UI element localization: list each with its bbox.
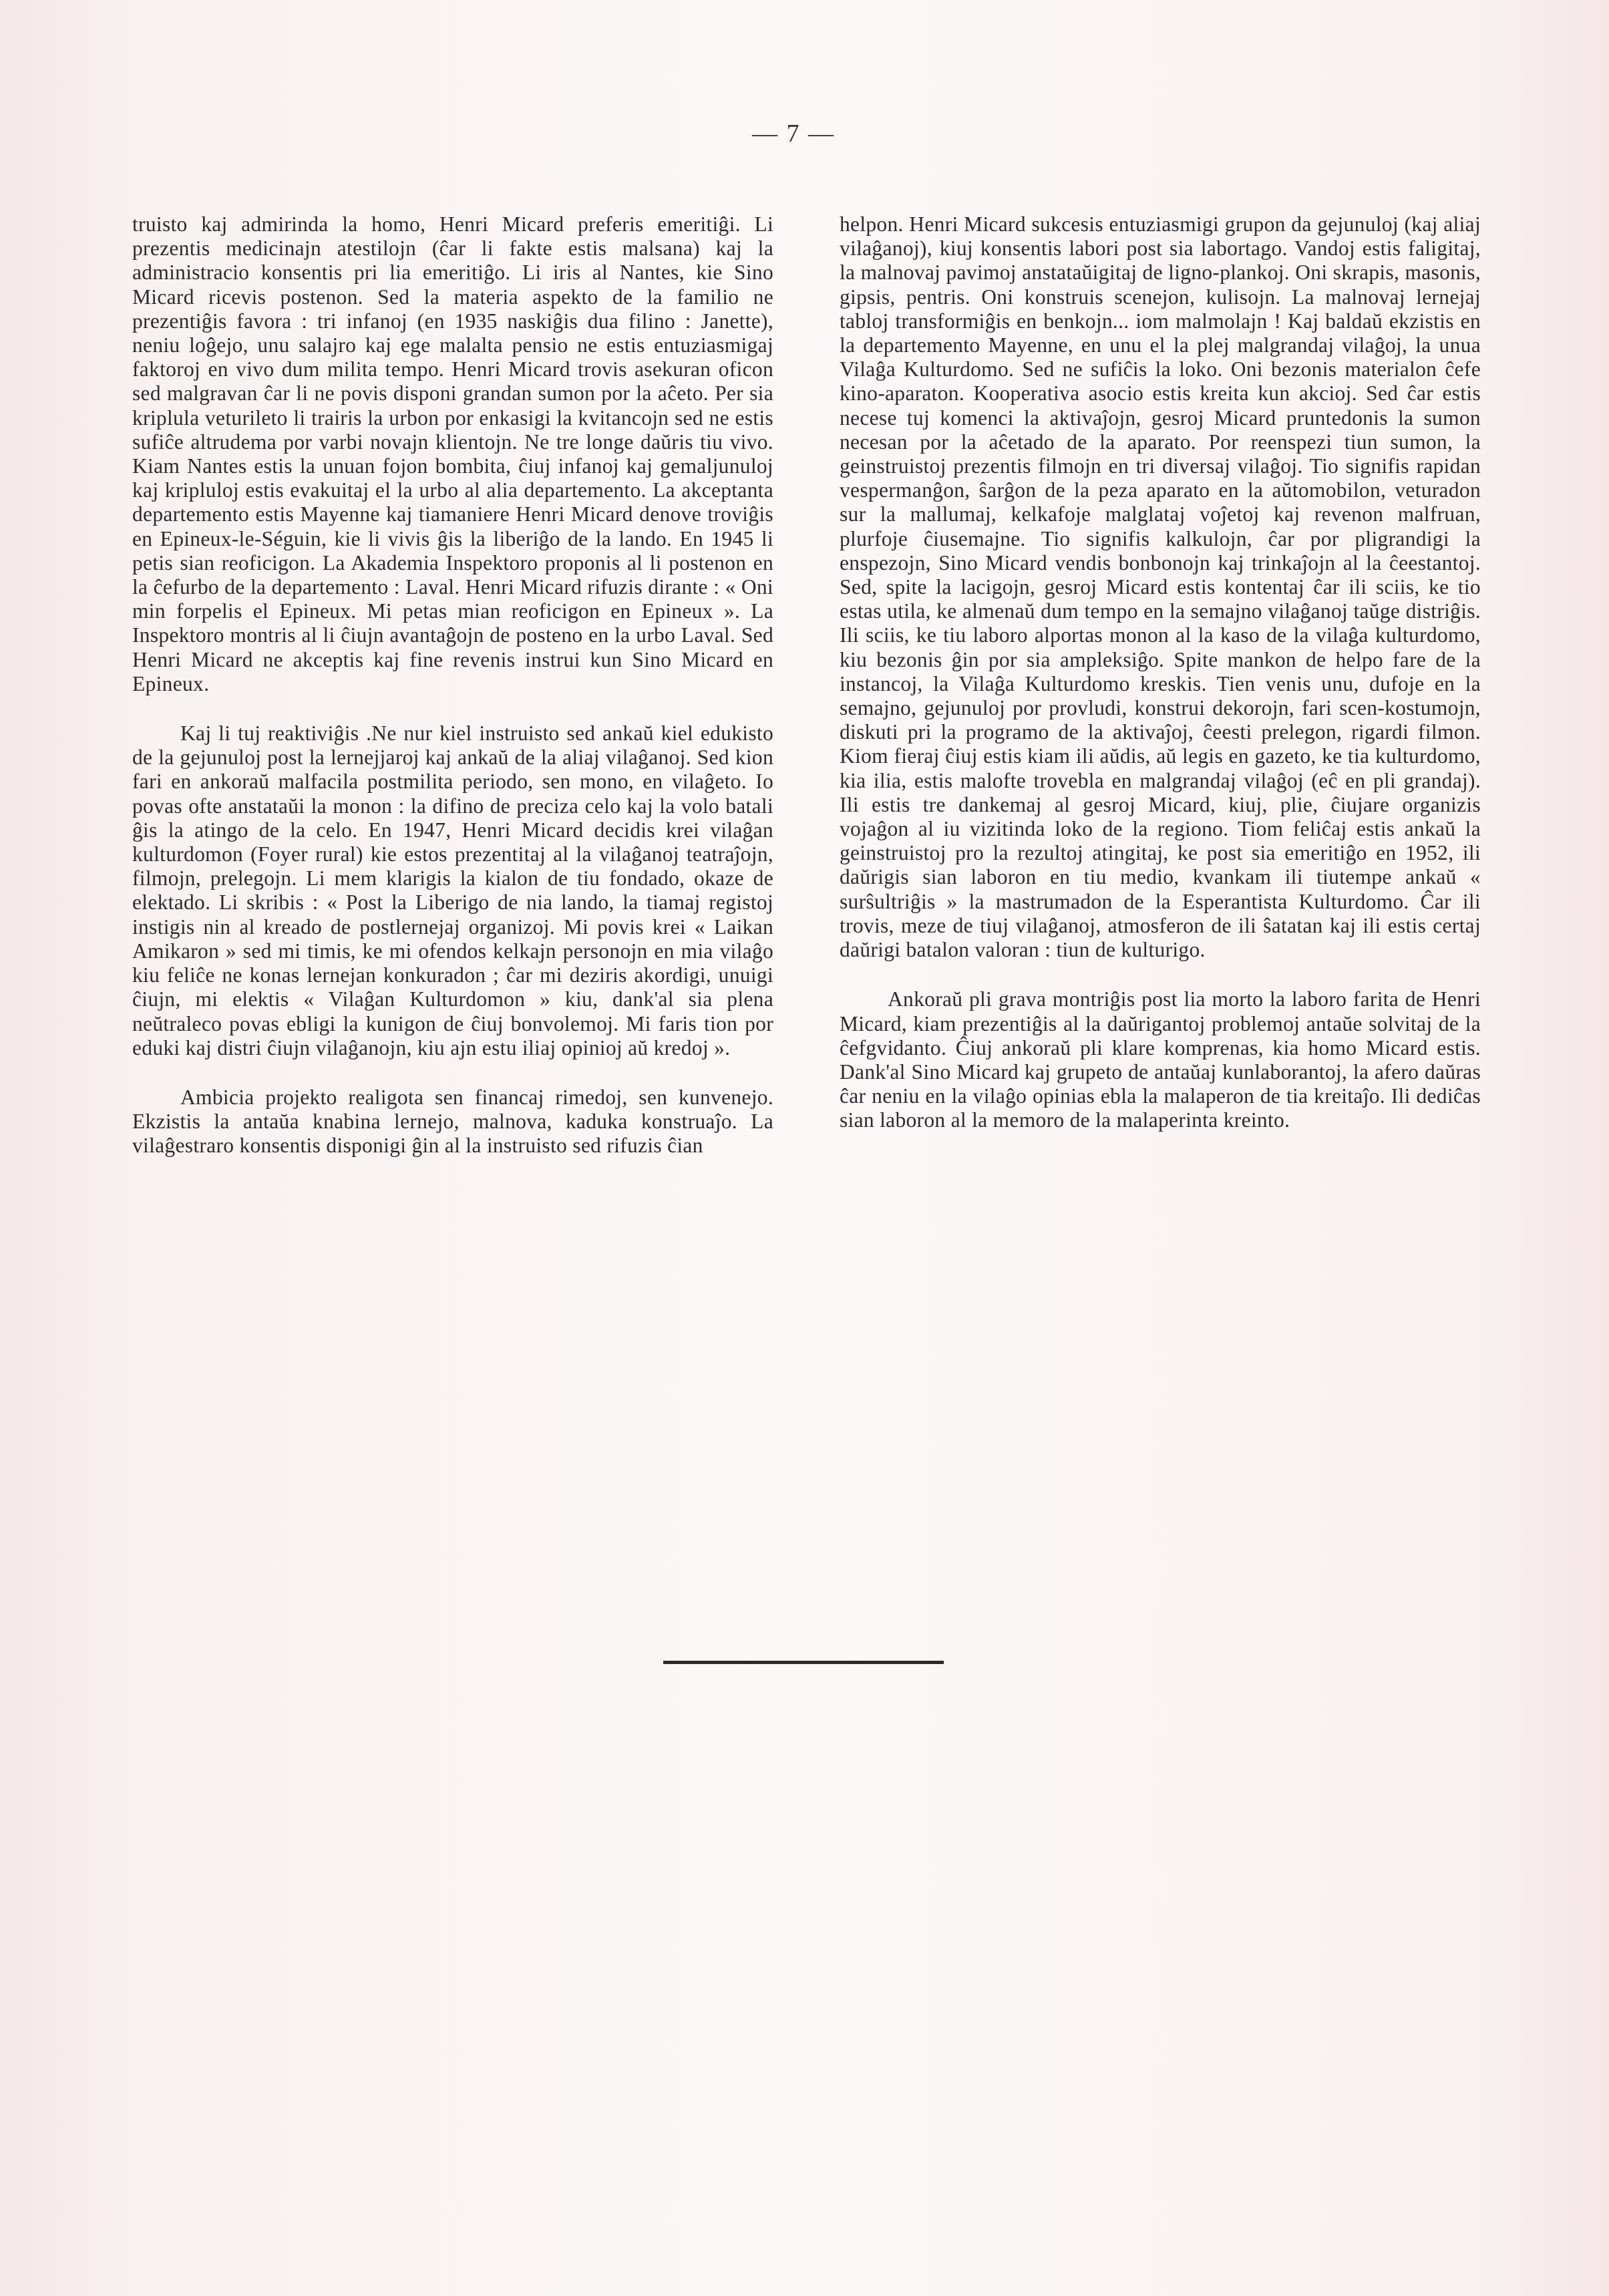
right-column xyxy=(840,212,1481,1133)
paragraph: truisto kaj admirinda la homo, Henri Micard preferis emeritiĝi. Li prezentis medicinajn atestilojn (ĉar li fakte estis malsana) kaj la administracio konsentis pri lia emeritiĝo. Li iris al Nantes, kie Sino Micard ricevis postenon. Sed la materia aspekto de la familio ne prezentiĝis favora : tri infanoj (en 1935 naskiĝis dua filino : Janette), neniu loĝejo, unu salajro kaj ege malalta pensio ne estis entuziasmigaj faktoroj en vivo dum milita tempo. Henri Micard trovis asekuran oficon sed malgravan ĉar li ne povis disponi grandan sumon por la aĉeto. Per sia kriplula veturileto li trairis la urbon por enkasigi la kvitancojn sed ne estis sufiĉe altrudema por varbi novajn klientojn. Ne tre longe daŭris tiu vivo. Kiam Nantes estis la unuan fojon bombita, ĉiuj infanoj kaj gemaljunuloj kaj kripluloj estis evakuitaj el la urbo al alia departemento. La akceptanta departemento estis Mayenne kaj tiamaniere Henri Micard denove troviĝis en Epineux-le-Séguin, kie li vivis ĝis la liberiĝo de la lando. En 1945 li petis sian reoficigon. La Akademia Inspektoro proponis al li postenon en la ĉefurbo de la departemento : Laval. Henri Micard rifuzis dirante : « Oni min forpelis el Epineux. Mi petas mian reoficigon en Epineux ». La Inspektoro montris al li ĉiujn avantaĝojn de posteno en la urbo Laval. Sed Henri Micard ne akceptis kaj fine revenis instrui kun Sino Micard en Epineux. xyxy=(132,212,773,695)
left-column xyxy=(132,212,773,1158)
paragraph: Ankoraŭ pli grava montriĝis post lia morto la laboro farita de Henri Micard, kiam prezentiĝis al la daŭrigantoj problemoj antaŭe solvitaj de la ĉefgvidanto. Ĉiuj ankoraŭ pli klare komprenas, kia homo Micard estis. Dank'al Sino Micard kaj grupeto de antaŭaj kunlaborantoj, la afero daŭras ĉar neniu en la vilaĝo opinias ebla la malaperon de tia kreitaĵo. Ili dediĉas sian laboron al la memoro de la malaperinta kreinto. xyxy=(840,987,1481,1132)
section-divider xyxy=(663,1661,944,1664)
paragraph: helpon. Henri Micard sukcesis entuziasmigi grupon da gejunuloj (kaj aliaj vilaĝanoj), kiuj konsentis labori post sia labortago. Vandoj estis faligitaj, la malnovaj pavimoj anstataŭigitaj de ligno-plankoj. Oni skrapis, masonis, gipsis, pentris. Oni konstruis scenejon, kulisojn. La malnovaj lernejaj tabloj transformiĝis en benkojn... iom malmolajn ! Kaj baldaŭ ekzistis en la departemento Mayenne, en unu el la plej malgrandaj vilaĝoj, la unua Vilaĝa Kulturdomo. Sed ne sufiĉis la loko. Oni bezonis materialon ĉefe kino-aparaton. Kooperativa asocio estis kreita kun akcioj. Sed ĉar estis necese tuj komenci la aktivaĵojn, gesroj Micard pruntedonis la sumon necesan por la aĉetado de la aparato. Por reenspezi tiun sumon, la geinstruistoj prezentis filmojn en tri diversaj vilaĝoj. Tio signifis rapidan vespermanĝon, ŝarĝon de la peza aparato en la aŭtomobilon, veturadon sur la mallumaj, kelkafoje malglataj voĵetoj kaj revenon malfruan, plurfoje ĉiusemajne. Tio signifis kalkulojn, ĉar por pligrandigi la enspezojn, Sino Micard vendis bonbonojn kaj trinkaĵojn al la ĉeestantoj. Sed, spite la lacigojn, gesroj Micard estis kontentaj ĉar ili sciis, ke tio estas utila, ke almenaŭ dum tempo en la semajno vilaĝanoj taŭge distriĝis. Ili sciis, ke tiu laboro alportas monon al la kaso de la vilaĝa kulturdomo, kiu bezonis ĝin por sia ampleksiĝo. Spite mankon de helpo fare de la instancoj, la Vilaĝa Kulturdomo kreskis. Tien venis unu, dufoje en la semajno, gejunuloj por provludi, konstrui dekorojn, fari scen-kostumojn, diskuti pri la programo de la aktivaĵoj, ĉeesti prelegon, rigardi filmon. Kiom fieraj ĉiuj estis kiam ili aŭdis, aŭ legis en gazeto, ke tia kulturdomo, kia ilia, estis malofte trovebla en malgrandaj vilaĝoj (eĉ en pli grandaj). Ili estis tre dankemaj al gesroj Micard, kiuj, plie, ĉiujare organizis vojaĝon al iu vizitinda loko de la regiono. Tiom feliĉaj estis ankaŭ la geinstruistoj pro la rezultoj atingitaj, ke post sia emeritiĝo en 1952, ili daŭrigis sian laboron en tiu medio, kvankam ili tiutempe ankaŭ « surŝultriĝis » la mastrumadon de la Esperantista Kulturdomo. Ĉar ili trovis, meze de tiuj vilaĝanoj, atmosferon de ili ŝatatan kaj ili estis certaj daŭrigi batalon valoran : tiun de kulturigo. xyxy=(840,212,1481,962)
paragraph: Ambicia projekto realigota sen financaj rimedoj, sen kunvenejo. Ekzistis la antaŭa knabina lernejo, malnova, kaduka konstruaĵo. La vilaĝestraro konsentis disponigi ĝin al la instruisto sed rifuzis ĉian xyxy=(132,1085,773,1158)
page-number: — 7 — xyxy=(752,120,835,148)
paragraph: Kaj li tuj reaktiviĝis .Ne nur kiel instruisto sed ankaŭ kiel edukisto de la gejunuloj post la lernejjaroj kaj ankaŭ de la aliaj vilaĝanoj. Sed kion fari en ankoraŭ malfacila postmilita periodo, sen mono, en vilaĝeto. Io povas ofte anstataŭi la monon : la difino de preciza celo kaj la volo batali ĝis la atingo de la celo. En 1947, Henri Micard decidis krei vilaĝan kulturdomon (Foyer rural) kie estos prezentitaj al la vilaĝanoj teatraĵojn, filmojn, prelegojn. Li mem klarigis la kialon de tiu fondado, okaze de elektado. Li skribis : « Post la Liberigo de nia lando, la tiamaj registoj instigis nin al kreado de postlernejaj organizoj. Mi povis krei « Laikan Amikaron » sed mi timis, ke mi ofendos kelkajn personojn en mia vilaĝo kiu feliĉe ne konas lernejan konkuradon ; ĉar mi deziris akordigi, unuigi ĉiujn, mi elektis « Vilaĝan Kulturdomon » kiu, dank'al sia plena neŭtraleco povas ebligi la kunigon de ĉiuj bonvolemoj. Mi faris tion por eduki kaj distri ĉiujn vilaĝanojn, kiu ajn estu iliaj opinioj aŭ kredoj ». xyxy=(132,721,773,1059)
